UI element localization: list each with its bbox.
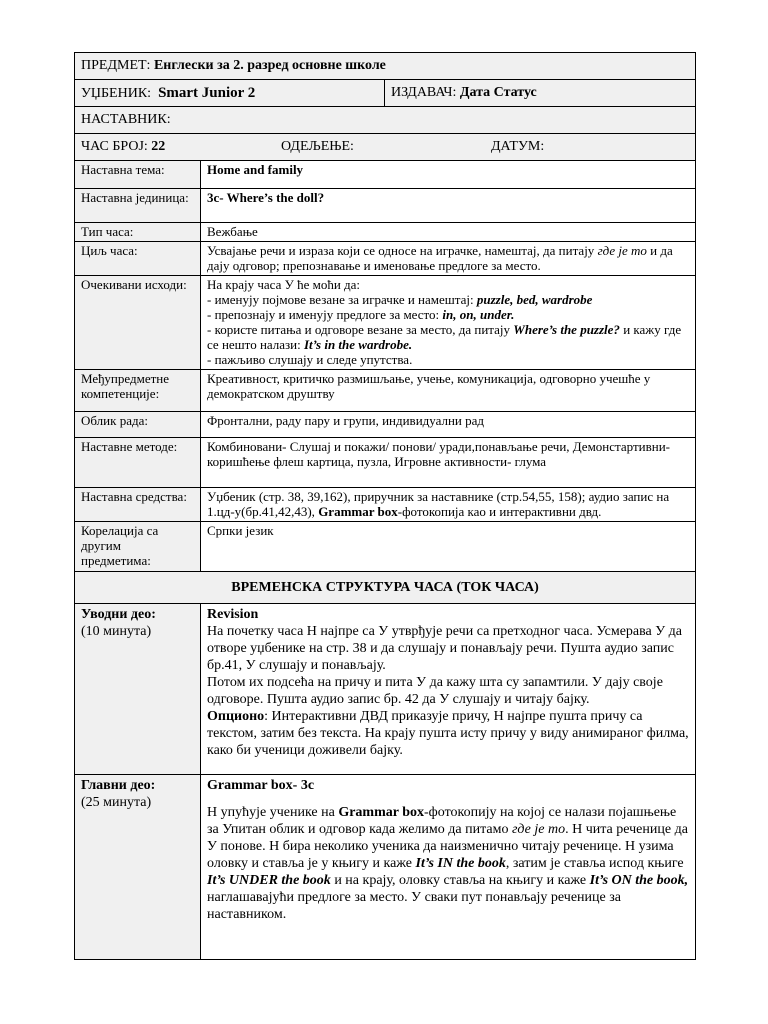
textbook-value: Smart Junior 2 (158, 84, 256, 101)
structure-title-row (75, 572, 696, 604)
outcome-item-4: - пажљиво слушају и следе упутства. (207, 352, 413, 367)
outcome-2-emph: in, on, under. (442, 307, 515, 322)
main-text-4: где је то (511, 822, 566, 837)
structure-title-text: ВРЕМЕНСКА СТРУКТУРА ЧАСА (ТОК ЧАСА) (231, 579, 539, 595)
unit-label: Наставна јединица: (75, 189, 201, 223)
lesson-type-value: Вежбање (201, 223, 696, 242)
intro-paragraph-2: Потом их подсећа на причу и пита У да кажу шта су запамтили. У дају своје одговоре. Пушта аудио запис бр. 42 да У слушају и читају бајку. (207, 675, 663, 707)
competences-label: Међупредметне компетенције: (75, 370, 201, 412)
correlation-value: Српки језик (201, 522, 696, 572)
main-text-8: It’s UNDER the book (207, 873, 331, 888)
goal-row (75, 242, 696, 276)
lesson-type-label: Тип часа: (75, 223, 201, 242)
outcome-3-text-b: и кажу где се нешто налази: (207, 322, 682, 352)
class-label: ОДЕЉЕЊЕ: (281, 139, 354, 154)
lesson-number-cell (75, 134, 696, 161)
materials-text-bold: Grammar box (318, 504, 398, 519)
textbook-row (75, 80, 696, 107)
main-text-5: . Н чита реченице да У понове. Н бира неколико ученика да наизменично читају реченице. Н узима оловку и ставља је у књигу и каже (207, 822, 688, 871)
correlation-label: Корелација са другим предметима: (75, 522, 201, 572)
intro-part-time: (10 минута) (81, 624, 152, 639)
main-text-6: It’s IN the book (415, 856, 506, 871)
work-form-value: Фронтални, раду пару и групи, индивидуални рад (201, 412, 696, 438)
outcomes-label: Очекивани исходи: (75, 276, 201, 370)
materials-row (75, 488, 696, 522)
goal-text-italic: где је то (597, 243, 647, 258)
goal-text-1: Усвајање речи и израза који се односе на играчке, намештај, да питају (207, 243, 598, 258)
topic-value (201, 161, 696, 189)
outcome-3-emph-a: Where’s the puzzle? (513, 322, 620, 337)
unit-value (201, 189, 696, 223)
topic-label: Наставна тема: (75, 161, 201, 189)
competences-row (75, 370, 696, 412)
intro-heading: Revision (207, 607, 259, 622)
correlation-row (75, 522, 696, 572)
unit-value-text: 3c- Where’s the doll? (207, 190, 325, 205)
structure-title (75, 572, 696, 604)
outcome-item-2 (207, 307, 689, 322)
main-text-1: Н упућује ученике на (207, 805, 339, 820)
main-text-9: и на крају, оловку ставља на књигу и каже (330, 873, 590, 888)
publisher-label: ИЗДАВАЧ: (391, 85, 457, 100)
topic-row (75, 161, 696, 189)
materials-text-2: -фотокопија као и интерактивни двд. (397, 504, 602, 519)
outcome-item-1 (207, 292, 689, 307)
outcomes-value (201, 276, 696, 370)
teacher-label: НАСТАВНИК: (81, 112, 171, 127)
subject-cell (75, 53, 696, 80)
intro-part-label: Уводни део: (81, 607, 156, 622)
lesson-type-row (75, 223, 696, 242)
date-label: ДАТУМ: (491, 139, 545, 154)
textbook-label: УЏБЕНИК: (81, 85, 152, 101)
materials-value (201, 488, 696, 522)
main-heading: Grammar box- 3c (207, 778, 315, 793)
teacher-cell (75, 107, 696, 134)
lesson-plan-table (74, 52, 696, 960)
methods-value: Комбиновани- Слушај и покажи/ понови/ уради,понављање речи, Демонстартивни- коришћење флеш картица, пузла, Игровне активности- глума (201, 438, 696, 488)
subject-value: Енглески за 2. разред основне школе (153, 58, 386, 73)
subject-label: ПРЕДМЕТ: (81, 58, 151, 73)
main-part-label-cell (75, 775, 201, 960)
methods-label: Наставне методе: (75, 438, 201, 488)
publisher-cell (385, 80, 696, 107)
main-part-label: Главни део: (81, 778, 156, 793)
outcome-2-text: - препознају и именују предлоге за место: (207, 307, 443, 322)
textbook-cell (75, 80, 385, 107)
teacher-row (75, 107, 696, 134)
goal-label: Циљ часа: (75, 242, 201, 276)
goal-value (201, 242, 696, 276)
intro-paragraph-1: На почетку часа Н најпре са У утврђује речи са претходног часа. Усмерава У да отворе уџбенике на стр. 38 и да слушају и понављају речи. Пушта аудио запис бр.41, У слушају и понављају. (207, 624, 683, 673)
main-part-content (201, 775, 696, 960)
outcomes-intro: На крају часа У ће моћи да: (207, 277, 361, 292)
main-text-7: , затим је ставља испод књиге (505, 856, 684, 871)
work-form-row (75, 412, 696, 438)
outcome-item-3 (207, 322, 689, 352)
work-form-label: Облик рада: (75, 412, 201, 438)
outcomes-row (75, 276, 696, 370)
main-text-10: It’s ON the book, (589, 873, 689, 888)
main-text-3: -фотокопију на којој се налази појашњење за Упитан облик и одговор када желимо да питамо (207, 805, 677, 837)
unit-row (75, 189, 696, 223)
main-text-2: Grammar box (338, 805, 425, 820)
competences-value: Креативност, критичко размишљање, учење, комуникација, одговорно учешће у демократском друштву (201, 370, 696, 412)
intro-optional (207, 708, 689, 759)
intro-optional-text: : Интерактивни ДВД приказује причу, Н најпре пушта причу са текстом, затим без текста. На крају пушта исту причу у виду анимираног филма, како би ученици доживели бајку. (207, 709, 689, 758)
topic-value-text: Home and family (207, 162, 304, 177)
main-part-row (75, 775, 696, 960)
subject-row (75, 53, 696, 80)
outcome-1-emph: puzzle, bed, wardrobe (476, 292, 593, 307)
main-part-time: (25 минута) (81, 795, 152, 810)
intro-part-row (75, 604, 696, 775)
goal-text-2: и да дају одговор; препознавање и именовање предлоге за место. (207, 243, 673, 273)
lesson-number-row (75, 134, 696, 161)
main-paragraph (207, 804, 689, 923)
intro-part-label-cell (75, 604, 201, 775)
intro-part-content (201, 604, 696, 775)
outcome-1-text: - именују појмове везане за играчке и намештај: (207, 292, 477, 307)
lesson-plan-sheet (74, 52, 695, 960)
intro-optional-label: Опционо (207, 709, 265, 724)
lesson-number-value: 22 (151, 139, 166, 154)
outcome-3-text: - користе питања и одговоре везане за место, да питају (207, 322, 514, 337)
publisher-value: Дата Статус (459, 85, 537, 100)
lesson-number-label: ЧАС БРОЈ: (81, 139, 148, 154)
methods-row (75, 438, 696, 488)
materials-text-1: Уџбеник (стр. 38, 39,162), приручник за наставнике (стр.54,55, 158); аудио запис на 1.цд-у(бр.41,42,43), (207, 489, 670, 519)
materials-label: Наставна средства: (75, 488, 201, 522)
main-text-11: наглашавајући предлоге за место. У сваки пут понављају реченице за наставником. (207, 890, 621, 922)
outcome-3-emph-b: It’s in the wardrobe. (304, 337, 413, 352)
